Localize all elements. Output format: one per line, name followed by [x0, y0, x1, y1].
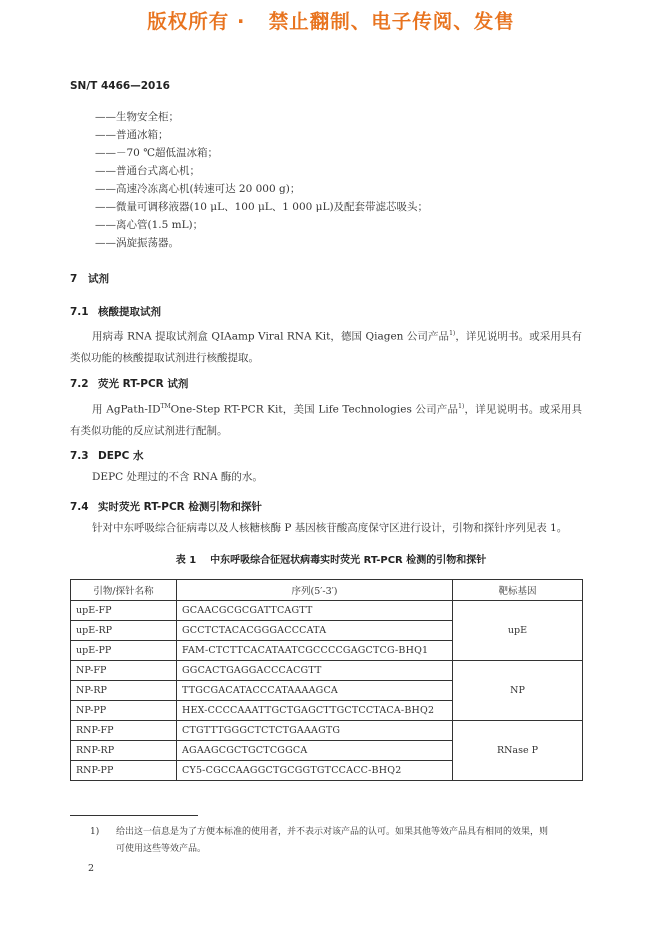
- equipment-item: ——离心管(1.5 mL)；: [95, 219, 204, 231]
- table-caption: 表 1 中东呼吸综合征冠状病毒实时荧光 RT-PCR 检测的引物和探针: [175, 555, 487, 566]
- primer-sequence: TTGCGACATACCCATAAAAGCA: [177, 681, 453, 701]
- probe-sequence: HEX-CCCCAAATTGCTGAGCTTGCTCCTACA-BHQ2: [177, 701, 453, 721]
- primer-name: NP-RP: [71, 681, 177, 701]
- section-title: 实时荧光 RT-PCR 检测引物和探针: [98, 501, 262, 513]
- primer-name: NP-FP: [71, 661, 177, 681]
- probe-sequence: CY5-CGCCAAGGCTGCGGTGTCCACC-BHQ2: [177, 761, 453, 781]
- equipment-item: ——微量可调移液器(10 μL、100 μL、1 000 μL)及配套带滤芯吸头；: [95, 201, 429, 213]
- table-header-row: [71, 580, 583, 601]
- section-7-2-paragraph: 用 AgPath-ID™One-Step RT-PCR Kit，美国 Life Technologies 公司产品$^{1)}$，详见说明书。或采用具有类似功能的反应试剂进行配制。: [70, 403, 583, 437]
- section-7-4-paragraph: 针对中东呼吸综合征病毒以及人核糖核酶 P 基因核苷酸高度保守区进行设计，引物和探针序列见表 1。: [92, 522, 568, 534]
- section-7-4-heading: [70, 499, 262, 514]
- target-gene: RNase P: [453, 721, 583, 781]
- primer-name: upE-RP: [71, 621, 177, 641]
- trademark-mark: TM: [160, 403, 171, 410]
- header-name: 引物/探针名称: [71, 580, 177, 601]
- footnote-mark: 1): [90, 827, 100, 837]
- section-number: 7.4: [70, 501, 89, 513]
- equipment-item: ——涡旋振荡器。: [95, 237, 179, 249]
- header-sequence: 序列(5′-3′): [177, 580, 453, 601]
- section-number: 7.3: [70, 450, 89, 462]
- probe-name: RNP-PP: [71, 761, 177, 781]
- equipment-item: ——高速冷冻离心机(转速可达 20 000 g)；: [95, 183, 301, 195]
- primer-name: upE-FP: [71, 601, 177, 621]
- section-7-1-paragraph: 用病毒 RNA 提取试剂盒 QIAamp Viral RNA Kit，德国 Qiagen 公司产品$^{1)}$，详见说明书。或采用具有类似功能的核酸提取试剂进行核酸提取。: [70, 330, 582, 364]
- primer-probe-table: [70, 579, 583, 781]
- footnote-divider: [70, 815, 198, 816]
- footnote-ref: 1): [458, 403, 465, 410]
- section-number: 7: [70, 273, 78, 285]
- section-title: 荧光 RT-PCR 试剂: [98, 378, 189, 390]
- section-number: 7.2: [70, 378, 89, 390]
- footnote-ref: 1): [449, 330, 456, 337]
- section-7-heading: [70, 271, 109, 286]
- section-7-2-heading: [70, 376, 188, 391]
- probe-name: NP-PP: [71, 701, 177, 721]
- table-row: [71, 601, 583, 621]
- footnote-text-line1: 给出这一信息是为了方便本标准的使用者，并不表示对该产品的认可。如果其他等效产品具有相同的效果，则: [116, 827, 549, 837]
- section-title: 试剂: [88, 273, 109, 285]
- equipment-item: ——普通冰箱；: [95, 129, 169, 141]
- section-7-3-heading: [70, 448, 143, 463]
- equipment-item: ——－70 ℃超低温冰箱；: [95, 147, 218, 159]
- table-row: [71, 721, 583, 741]
- watermark-banner: 版权所有 · 禁止翻制、电子传阅、发售: [147, 10, 515, 33]
- equipment-item: ——生物安全柜；: [95, 111, 179, 123]
- primer-sequence: CTGTTTGGGCTCTCTGAAAGTG: [177, 721, 453, 741]
- page-number: 2: [88, 863, 95, 874]
- section-7-3-paragraph: DEPC 处理过的不含 RNA 酶的水。: [92, 471, 263, 483]
- target-gene: upE: [453, 601, 583, 661]
- footnote: [90, 824, 585, 858]
- primer-sequence: GGCACTGAGGACCCACGTT: [177, 661, 453, 681]
- section-7-1-heading: [70, 304, 161, 319]
- section-title: DEPC 水: [98, 450, 144, 462]
- target-gene: NP: [453, 661, 583, 721]
- primer-sequence: GCCTCTACACGGGACCCATA: [177, 621, 453, 641]
- primer-sequence: AGAAGCGCTGCTCGGCA: [177, 741, 453, 761]
- section-title: 核酸提取试剂: [98, 306, 161, 318]
- probe-name: upE-PP: [71, 641, 177, 661]
- standard-number: SN/T 4466—2016: [70, 80, 170, 92]
- equipment-item: ——普通台式离心机；: [95, 165, 200, 177]
- primer-name: RNP-FP: [71, 721, 177, 741]
- table-row: [71, 661, 583, 681]
- probe-sequence: FAM-CTCTTCACATAATCGCCCCGAGCTCG-BHQ1: [177, 641, 453, 661]
- primer-name: RNP-RP: [71, 741, 177, 761]
- header-target: 靶标基因: [453, 580, 583, 601]
- section-number: 7.1: [70, 306, 89, 318]
- footnote-text-line2: 可使用这些等效产品。: [116, 844, 207, 854]
- primer-sequence: GCAACGCGCGATTCAGTT: [177, 601, 453, 621]
